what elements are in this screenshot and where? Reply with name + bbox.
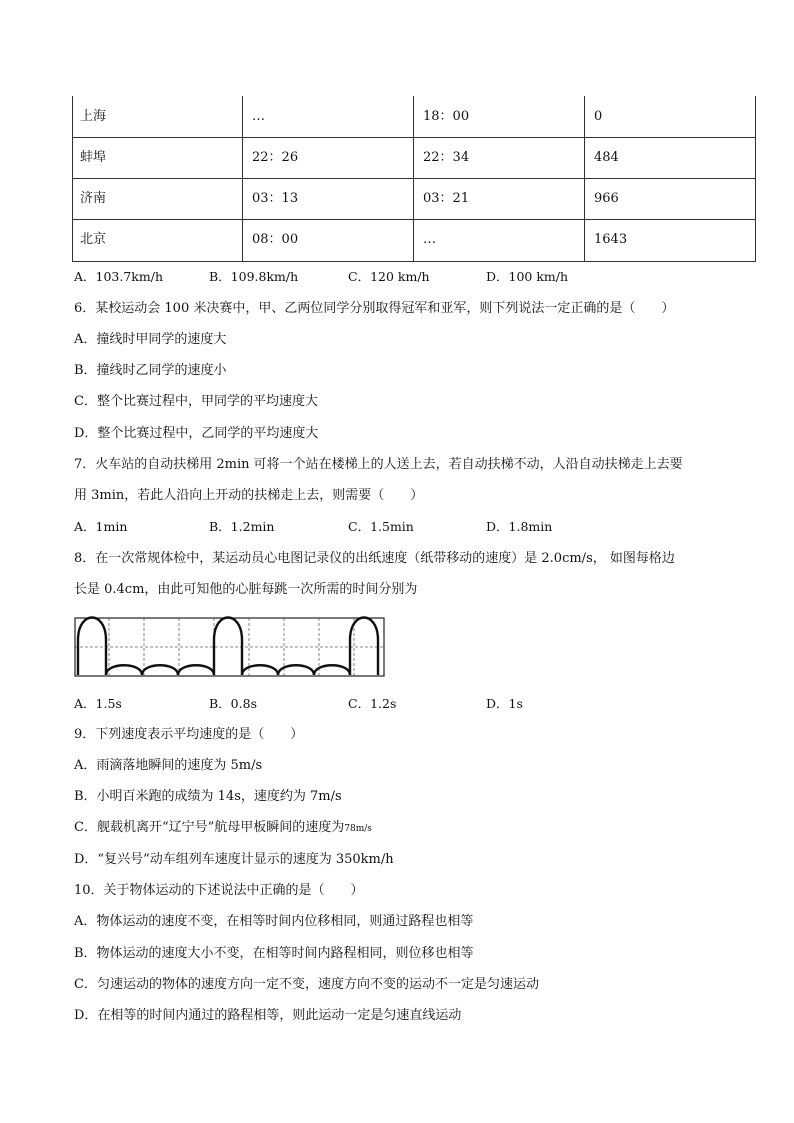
table-cell: 0 — [594, 109, 603, 124]
q9-option-d: D．“复兴号”动车组列车速度计显示的速度为 350km/h — [74, 852, 394, 867]
q10-option-a: A．物体运动的速度不变，在相等时间内位移相同，则通过路程也相等 — [74, 914, 474, 929]
table-cell: 北京 — [80, 232, 107, 247]
q9-option-c — [74, 818, 372, 839]
q5-option-d: D．100 km/h — [486, 269, 569, 284]
table-cell: 1643 — [594, 232, 628, 247]
table-divider — [242, 96, 243, 262]
q8-option-d: D．1s — [486, 696, 523, 711]
q7-option-d: D．1.8min — [486, 519, 553, 534]
q5-option-b: B．109.8km/h — [209, 269, 299, 284]
table-cell: 18：00 — [423, 109, 470, 124]
q9-option-a: A．雨滴落地瞬间的速度为 5m/s — [74, 758, 263, 773]
q7-option-b: B．1.2min — [209, 519, 275, 534]
q8-option-a: A．1.5s — [74, 696, 122, 711]
q8-stem-line1: 8．在一次常规体检中，某运动员心电图记录仪的出纸速度（纸带移动的速度）是 2.0cm/s， 如图每格边 — [74, 551, 675, 566]
q7-option-c: C．1.5min — [348, 519, 414, 534]
q7-option-a: A．1min — [74, 519, 128, 534]
table-cell: 966 — [594, 191, 619, 206]
table-divider — [413, 96, 414, 262]
q8-stem-line2: 长是 0.4cm，由此可知他的心脏每跳一次所需的时间分别为 — [74, 582, 418, 597]
q7-stem-line1: 7．火车站的自动扶梯用 2min 可将一个站在楼梯上的人送上去，若自动扶梯不动，人沿自动扶梯走上去要 — [74, 457, 683, 472]
q9-option-c-text: C．舰载机离开“辽宁号”航母甲板瞬间的速度为 — [74, 820, 345, 835]
train-schedule-table — [72, 96, 756, 262]
q7-stem-line2: 用 3min，若此人沿向上开动的扶梯走上去，则需要（ ） — [74, 488, 424, 503]
table-cell: … — [423, 232, 436, 247]
q8-option-c: C．1.2s — [348, 696, 397, 711]
table-cell: 03：21 — [423, 191, 470, 206]
q10-option-b: B．物体运动的速度大小不变，在相等时间内路程相同，则位移也相等 — [74, 946, 474, 961]
ecg-waveform — [78, 618, 378, 676]
ecg-trace-figure — [74, 616, 386, 678]
q9-option-b: B．小明百米跑的成绩为 14s，速度约为 7m/s — [74, 789, 342, 804]
q9-stem: 9．下列速度表示平均速度的是（ ） — [74, 727, 304, 742]
q5-option-c: C．120 km/h — [348, 269, 430, 284]
table-cell: 上海 — [80, 109, 107, 124]
table-divider — [72, 219, 756, 220]
table-cell: … — [252, 109, 265, 124]
table-cell: 03：13 — [252, 191, 299, 206]
q6-option-b: B．撞线时乙同学的速度小 — [74, 363, 227, 378]
table-divider — [72, 137, 756, 138]
q10-stem: 10．关于物体运动的下述说法中正确的是（ ） — [74, 883, 364, 898]
q6-option-c: C．整个比赛过程中，甲同学的平均速度大 — [74, 394, 318, 409]
table-cell: 蚌埠 — [80, 150, 107, 165]
table-cell: 22：26 — [252, 150, 299, 165]
table-cell: 22：34 — [423, 150, 470, 165]
table-cell: 济南 — [80, 191, 107, 206]
table-border — [72, 96, 73, 262]
q10-option-c: C．匀速运动的物体的速度方向一定不变，速度方向不变的运动不一定是匀速运动 — [74, 977, 539, 992]
table-cell: 484 — [594, 150, 619, 165]
ecg-grid — [75, 618, 384, 676]
table-border — [72, 261, 756, 262]
table-cell: 08：00 — [252, 232, 299, 247]
q10-option-d: D．在相等的时间内通过的路程相等，则此运动一定是匀速直线运动 — [74, 1008, 462, 1023]
q6-option-d: D．整个比赛过程中，乙同学的平均速度大 — [74, 426, 319, 441]
q6-option-a: A．撞线时甲同学的速度大 — [74, 332, 227, 347]
q9-option-c-value: 78m/s — [344, 824, 372, 834]
q8-option-b: B．0.8s — [209, 696, 257, 711]
q6-stem: 6．某校运动会 100 米决赛中，甲、乙两位同学分别取得冠军和亚军，则下列说法一定正确的是（ ） — [74, 301, 675, 316]
table-divider — [584, 96, 585, 262]
q5-option-a: A．103.7km/h — [74, 269, 164, 284]
table-border — [755, 96, 756, 262]
table-divider — [72, 178, 756, 179]
